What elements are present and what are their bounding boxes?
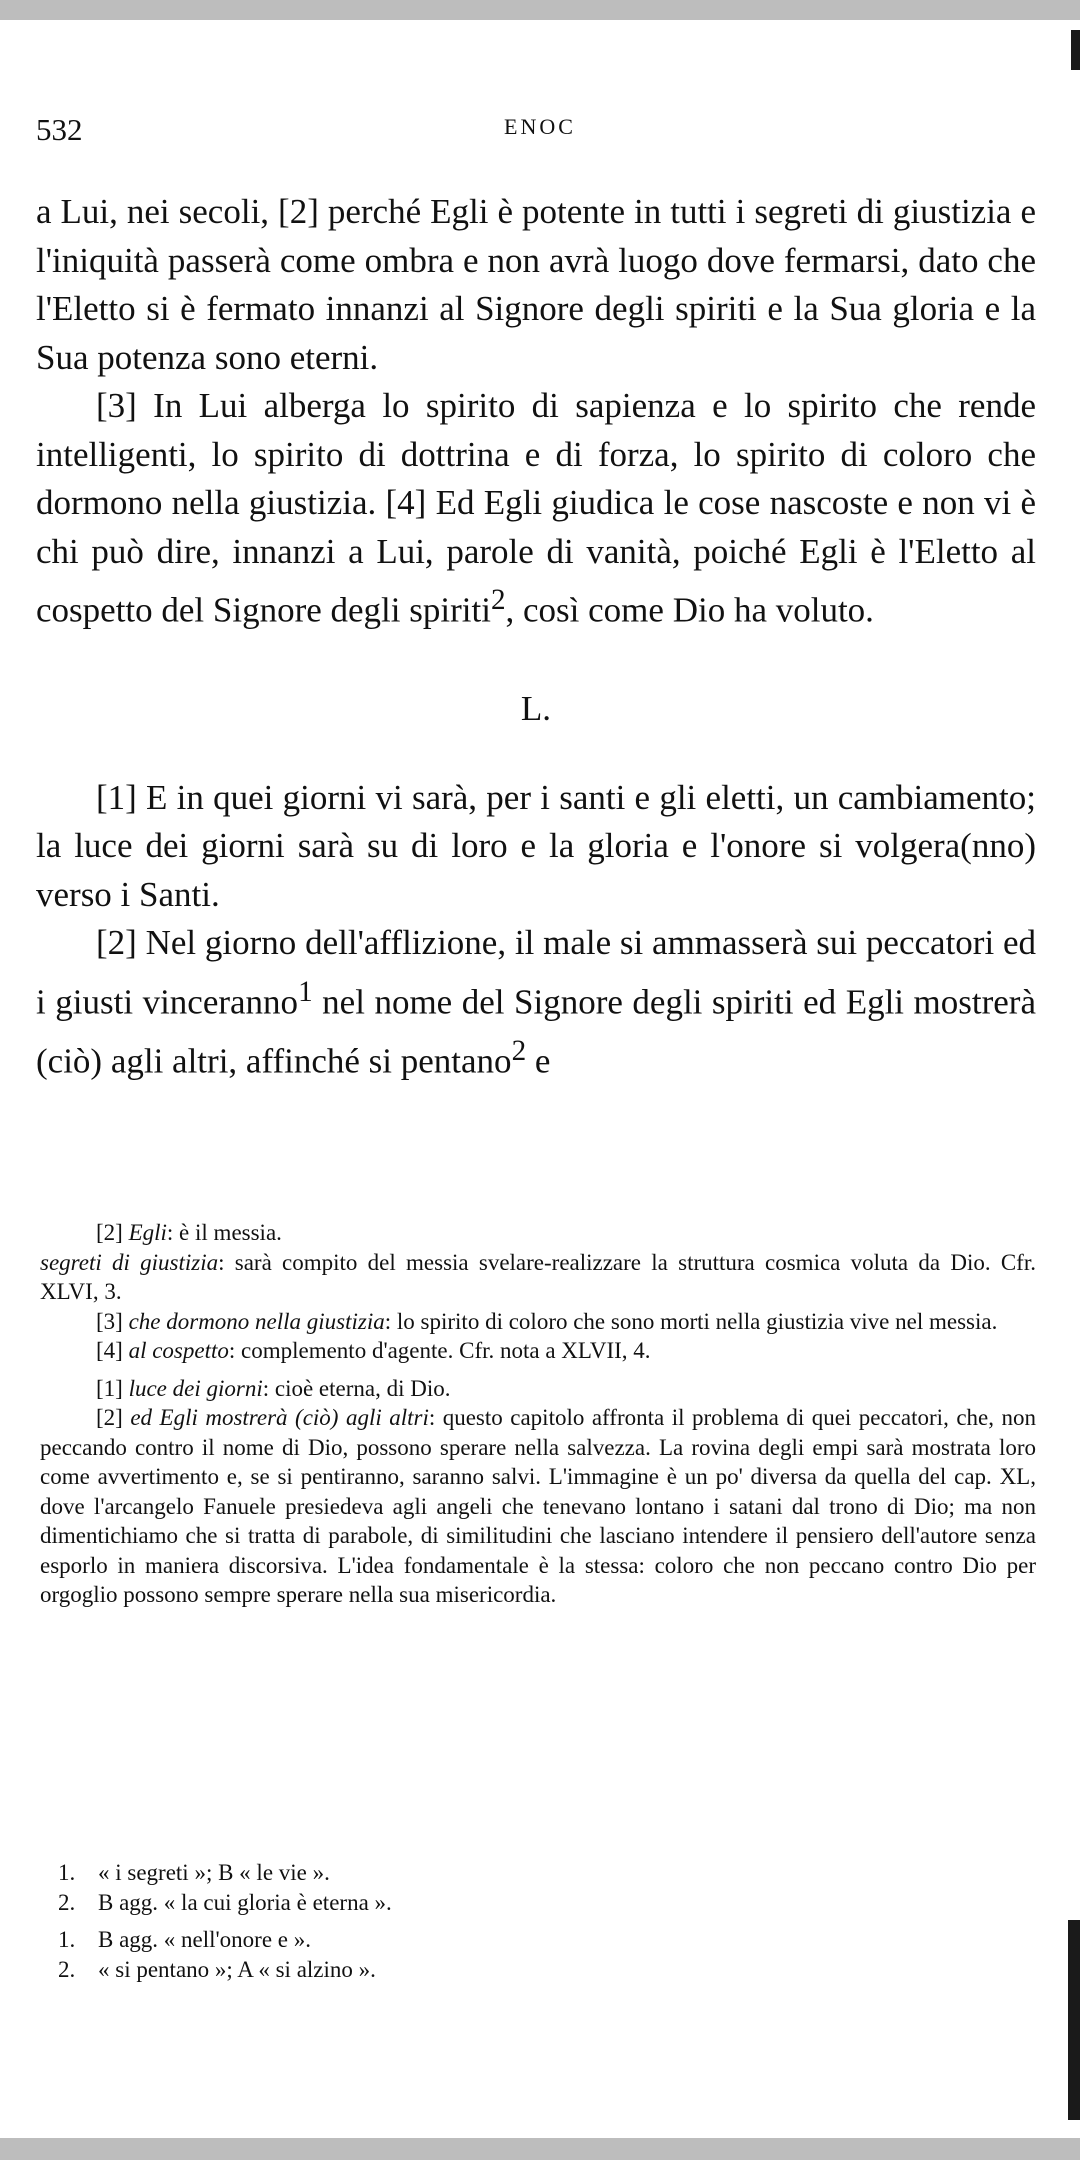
scan-edge-mark [1071, 30, 1080, 70]
textual-variants [58, 1858, 958, 1984]
paragraph-1: a Lui, nei secoli, [2] perché Egli è potente in tutti i segreti di giustizia e l'iniquità passerà come ombra e non avrà luogo dove fermarsi, dato che l'Eletto si è fermato innanzi al Signore degli spiriti e la Sua gloria e la Sua potenza sono eterni. [36, 192, 1036, 377]
variant-number: 2. [58, 1956, 76, 1982]
variant-number: 1. [58, 1927, 76, 1952]
paragraph-2 [36, 382, 1036, 635]
note: [3] che dormono nella giustizia: lo spirito di coloro che sono morti nella giustizia vive nel messia. [96, 1308, 998, 1334]
running-title: ENOC [504, 114, 576, 139]
footnote-ref: 1 [298, 975, 313, 1008]
chapter-heading: L. [520, 689, 552, 729]
note: [4] al cospetto: complemento d'agente. Cfr. nota a XLVII, 4. [96, 1338, 651, 1363]
scan-edge-mark [1068, 1920, 1080, 2120]
paragraph-2-text: [3] In Lui alberga lo spirito di sapienza e lo spirito che rende intelligenti, lo spirito di dottrina e di forza, lo spirito di coloro che dormono nella giustizia. [4] Ed Egli giudica le cose nascoste e non vi è chi può dire, innanzi a Lui, parole di vanità, poiché Egli è l'Eletto al cospetto del Signore degli spiriti [36, 386, 1036, 630]
running-head [36, 112, 1044, 152]
book-page [0, 20, 1080, 2138]
page-number: 532 [36, 112, 83, 147]
note: [2] Egli: è il messia. [96, 1220, 282, 1245]
variant-number: 1. [58, 1860, 76, 1885]
variant: 1. « i segreti »; B « le vie ». [58, 1858, 958, 1888]
paragraph-4-text-a: [2] Nel giorno dell'afflizione, il male si ammasserà sui peccatori ed i giusti vinceranno [36, 923, 1036, 1022]
paragraph-4-text-c: e [526, 1041, 551, 1081]
note-term: ed Egli mostrerà (ciò) agli altri [130, 1405, 429, 1430]
main-text [36, 188, 1036, 1086]
note-term: segreti di giustizia [40, 1249, 219, 1275]
paragraph-2-tail: , così come Dio ha voluto. [505, 590, 874, 630]
commentary-notes [40, 1218, 1036, 1610]
footnote-ref: 2 [511, 1034, 527, 1067]
variant: 2. « si pentano »; A « si alzino ». [58, 1955, 958, 1985]
note: segreti di giustizia: sarà compito del messia svelare-realizzare la struttura cosmica voluta da Dio. Cfr. XLVI, 3. [40, 1249, 1036, 1304]
variant-number: 2. [58, 1889, 76, 1915]
note-term: al cospetto [128, 1338, 229, 1363]
paragraph-3: [1] E in quei giorni vi sarà, per i santi e gli eletti, un cambiamento; la luce dei giorni sarà su di loro e la gloria e l'onore si volgera(nno) verso i Santi. [36, 777, 1036, 914]
note: [2] ed Egli mostrerà (ciò) agli altri: questo capitolo affronta il problema di quei peccatori, che, non peccando contro il nome di Dio, possono sperare nella salvezza. La rovina degli empi sarà mostrata loro come avvertimento e, se si pentiranno, saranno salvi. L'immagine è un po' diversa da quella del cap. XL, dove l'arcangelo Fanuele presiedeva agli angeli che tenevano lontano i satani dal trono di Dio; ma non dimentichiamo che si tratta di parabole, di similitudini che lasciano intendere il pensiero dell'autore senza esporlo in maniera discorsiva. L'idea fondamentale è la stessa: coloro che non peccano contro Dio per orgoglio possono sempre sperare nella sua misericordia. [40, 1405, 1036, 1607]
note-term: che dormono nella giustizia [128, 1308, 385, 1334]
variant: 2. B agg. « la cui gloria è eterna ». [58, 1888, 958, 1918]
paragraph-4 [36, 919, 1036, 1086]
note-term: Egli [128, 1220, 167, 1245]
paragraph-4-text-b: nel nome del Signore degli spiriti ed Egli mostrerà (ciò) agli altri, affinché si pentano [36, 982, 1036, 1081]
variant: 1. B agg. « nell'onore e ». [58, 1925, 958, 1955]
note-term: luce dei giorni [128, 1375, 263, 1401]
note: [1] luce dei giorni: cioè eterna, di Dio. [96, 1375, 451, 1401]
footnote-ref: 2 [490, 584, 506, 616]
